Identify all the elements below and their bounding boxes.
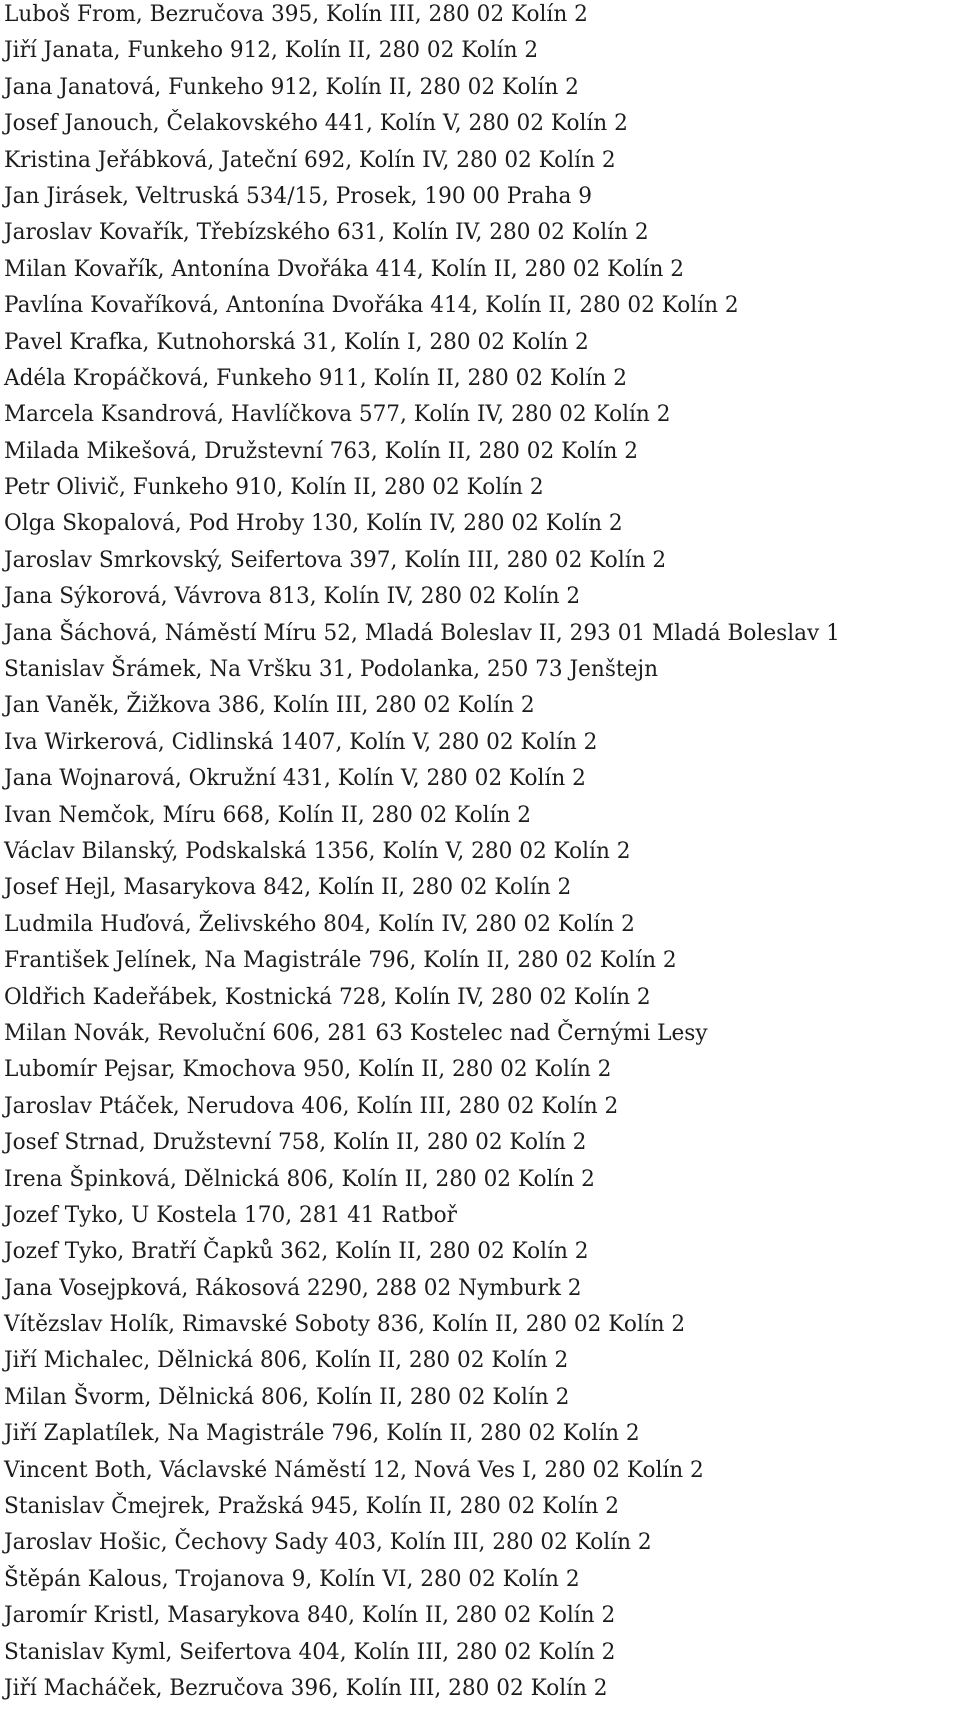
address-entry: Milan Švorm, Dělnická 806, Kolín II, 280 02 Kolín 2 — [4, 1383, 570, 1410]
address-entry: Oldřich Kadeřábek, Kostnická 728, Kolín IV, 280 02 Kolín 2 — [4, 983, 651, 1010]
address-entry: Jiří Michalec, Dělnická 806, Kolín II, 280 02 Kolín 2 — [4, 1347, 569, 1374]
address-entry: František Jelínek, Na Magistrále 796, Kolín II, 280 02 Kolín 2 — [4, 947, 677, 974]
address-entry: Jiří Macháček, Bezručova 396, Kolín III, 280 02 Kolín 2 — [4, 1674, 608, 1701]
address-entry: Lubomír Pejsar, Kmochova 950, Kolín II, 280 02 Kolín 2 — [4, 1056, 612, 1083]
address-entry: Josef Strnad, Družstevní 758, Kolín II, 280 02 Kolín 2 — [4, 1129, 587, 1156]
address-entry: Josef Janouch, Čelakovského 441, Kolín V, 280 02 Kolín 2 — [4, 110, 628, 137]
address-entry: Marcela Ksandrová, Havlíčkova 577, Kolín IV, 280 02 Kolín 2 — [4, 401, 671, 428]
address-entry: Iva Wirkerová, Cidlinská 1407, Kolín V, 280 02 Kolín 2 — [4, 728, 598, 755]
address-entry: Jan Vaněk, Žižkova 386, Kolín III, 280 02 Kolín 2 — [4, 692, 535, 719]
address-entry: Jiří Janata, Funkeho 912, Kolín II, 280 02 Kolín 2 — [4, 37, 539, 64]
address-entry: Jana Sýkorová, Vávrova 813, Kolín IV, 280 02 Kolín 2 — [4, 583, 581, 610]
address-entry: Vítězslav Holík, Rimavské Soboty 836, Kolín II, 280 02 Kolín 2 — [4, 1311, 686, 1338]
address-entry: Jaroslav Kovařík, Třebízského 631, Kolín IV, 280 02 Kolín 2 — [4, 219, 649, 246]
address-entry: Jaroslav Hošic, Čechovy Sady 403, Kolín III, 280 02 Kolín 2 — [4, 1529, 652, 1556]
address-entry: Vincent Both, Václavské Náměstí 12, Nová Ves I, 280 02 Kolín 2 — [4, 1456, 704, 1483]
address-entry: Kristina Jeřábková, Jateční 692, Kolín IV, 280 02 Kolín 2 — [4, 146, 616, 173]
address-entry: Petr Olivič, Funkeho 910, Kolín II, 280 02 Kolín 2 — [4, 474, 544, 501]
address-entry: Ludmila Huďová, Želivského 804, Kolín IV, 280 02 Kolín 2 — [4, 910, 635, 937]
address-entry: Jana Janatová, Funkeho 912, Kolín II, 280 02 Kolín 2 — [4, 73, 579, 100]
address-entry: Jozef Tyko, Bratří Čapků 362, Kolín II, 280 02 Kolín 2 — [4, 1238, 589, 1265]
address-entry: Jaromír Kristl, Masarykova 840, Kolín II, 280 02 Kolín 2 — [4, 1602, 616, 1629]
address-entry: Milan Kovařík, Antonína Dvořáka 414, Kolín II, 280 02 Kolín 2 — [4, 255, 684, 282]
address-entry: Václav Bilanský, Podskalská 1356, Kolín V, 280 02 Kolín 2 — [4, 837, 631, 864]
address-entry: Jana Šáchová, Náměstí Míru 52, Mladá Boleslav II, 293 01 Mladá Boleslav 1 — [4, 619, 840, 646]
address-entry: Josef Hejl, Masarykova 842, Kolín II, 280 02 Kolín 2 — [4, 874, 572, 901]
address-entry: Pavlína Kovaříková, Antonína Dvořáka 414, Kolín II, 280 02 Kolín 2 — [4, 292, 739, 319]
address-entry: Jozef Tyko, U Kostela 170, 281 41 Ratboř — [4, 1201, 457, 1228]
address-entry: Irena Špinková, Dělnická 806, Kolín II, 280 02 Kolín 2 — [4, 1165, 595, 1192]
address-entry: Milan Novák, Revoluční 606, 281 63 Kostelec nad Černými Lesy — [4, 1019, 708, 1046]
address-entry: Stanislav Čmejrek, Pražská 945, Kolín II, 280 02 Kolín 2 — [4, 1493, 620, 1520]
address-entry: Jana Vosejpková, Rákosová 2290, 288 02 Nymburk 2 — [4, 1274, 582, 1301]
address-entry: Luboš From, Bezručova 395, Kolín III, 280 02 Kolín 2 — [4, 1, 588, 27]
address-entry: Jaroslav Ptáček, Nerudova 406, Kolín III, 280 02 Kolín 2 — [4, 1092, 619, 1119]
address-entry: Jana Wojnarová, Okružní 431, Kolín V, 280 02 Kolín 2 — [4, 765, 586, 792]
address-entry: Štěpán Kalous, Trojanova 9, Kolín VI, 280 02 Kolín 2 — [4, 1565, 580, 1592]
address-entry: Stanislav Šrámek, Na Vršku 31, Podolanka, 250 73 Jenštejn — [4, 656, 658, 683]
address-entry: Adéla Kropáčková, Funkeho 911, Kolín II, 280 02 Kolín 2 — [4, 364, 627, 391]
address-entry: Milada Mikešová, Družstevní 763, Kolín II, 280 02 Kolín 2 — [4, 437, 639, 464]
address-entry: Jiří Zaplatílek, Na Magistrále 796, Kolín II, 280 02 Kolín 2 — [4, 1420, 640, 1447]
address-entry: Olga Skopalová, Pod Hroby 130, Kolín IV, 280 02 Kolín 2 — [4, 510, 623, 537]
address-entry: Jan Jirásek, Veltruská 534/15, Prosek, 190 00 Praha 9 — [4, 182, 592, 209]
address-entry: Jaroslav Smrkovský, Seifertova 397, Kolín III, 280 02 Kolín 2 — [4, 546, 667, 573]
address-entry: Stanislav Kyml, Seifertova 404, Kolín III, 280 02 Kolín 2 — [4, 1638, 616, 1665]
address-entry: Ivan Nemčok, Míru 668, Kolín II, 280 02 Kolín 2 — [4, 801, 532, 828]
address-entry: Pavel Krafka, Kutnohorská 31, Kolín I, 280 02 Kolín 2 — [4, 328, 589, 355]
